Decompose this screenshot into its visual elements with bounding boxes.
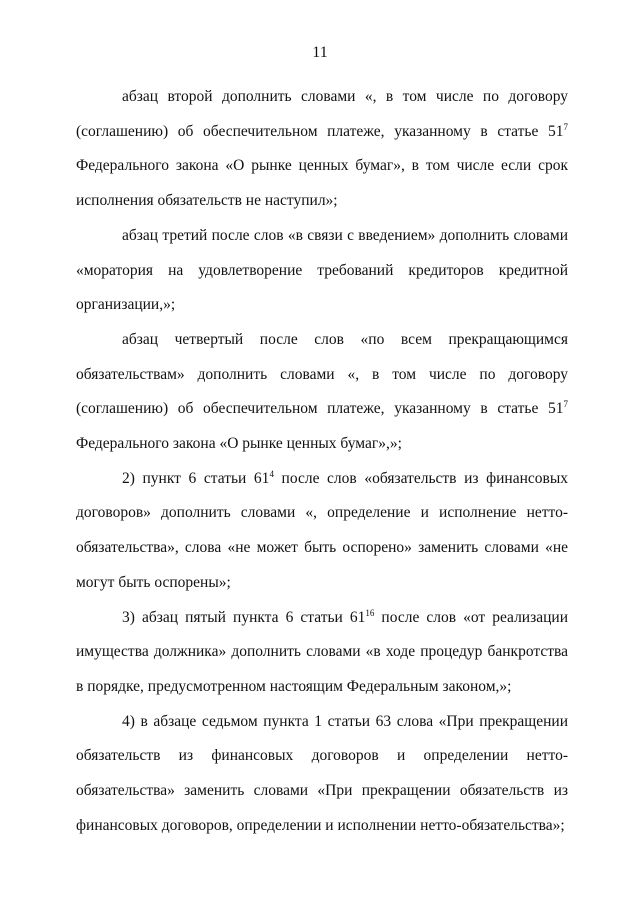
superscript: 7 [563, 399, 568, 410]
paragraph-text: абзац второй дополнить словами «, в том числе по договору (соглашению) об обеспечительном платеже, указанному в статье 51 [76, 88, 568, 140]
paragraph-abzac-chetvertyy [76, 323, 568, 462]
superscript: 7 [563, 121, 568, 132]
paragraph-abzac-vtoroy [76, 80, 568, 219]
paragraph-item-3 [76, 601, 568, 705]
superscript: 4 [269, 468, 274, 479]
paragraph-item-2 [76, 462, 568, 601]
paragraph-text-continued: после слов «от реализации имущества должника» дополнить словами «в ходе процедур банкротства в порядке, предусмотренном настоящим Федеральным законом,»; [76, 608, 568, 695]
paragraph-text-continued: Федерального закона «О рынке ценных бумаг»,»; [76, 435, 402, 453]
paragraph-text: 4) в абзаце седьмом пункта 1 статьи 63 слова «При прекращении обязательств из финансовых договоров и определении нетто-обязательства» заменить словами «При прекращении обязательств из финансовых договоров, определении и исполнении нетто-обязательства»; [76, 712, 568, 834]
paragraph-item-4 [76, 705, 568, 844]
paragraph-text-continued: Федерального закона «О рынке ценных бумаг», в том числе если срок исполнения обязательств не наступил»; [76, 157, 568, 210]
paragraph-text: абзац четвертый после слов «по всем прекращающимся обязательствам» дополнить словами «, в том числе по договору (соглашению) об обеспечительном платеже, указанному в статье 51 [76, 330, 568, 418]
paragraph-text: абзац третий после слов «в связи с введением» дополнить словами «моратория на удовлетворение требований кредиторов кредитной организации,»; [76, 226, 568, 314]
paragraph-text: 2) пункт 6 статьи 61 [122, 469, 270, 487]
page-number: 11 [312, 44, 328, 61]
superscript: 16 [365, 607, 375, 618]
paragraph-text: 3) абзац пятый пункта 6 статьи 61 [122, 608, 366, 626]
document-body [76, 80, 568, 843]
paragraph-abzac-tretiy [76, 219, 568, 323]
paragraph-text-continued: после слов «обязательств из финансовых договоров» дополнить словами «, определение и исполнение нетто-обязательства», слова «не может быть оспорено» заменить словами «не могут быть оспорены»; [76, 469, 569, 591]
